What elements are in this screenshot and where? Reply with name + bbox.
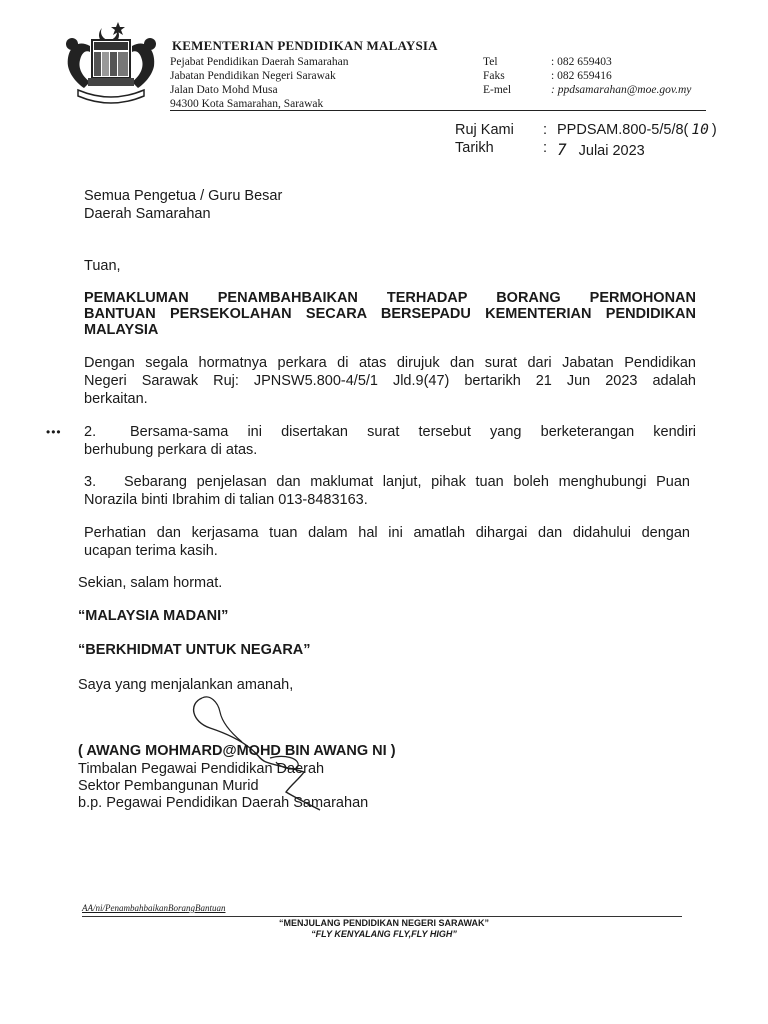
contact-value: : 082 659403 xyxy=(551,56,612,68)
contact-label: Tel xyxy=(483,56,498,68)
contact-email xyxy=(483,83,723,97)
paragraph-line: Perhatian dan kerjasama tuan dalam hal ini amatlah dihargai dan didahului dengan xyxy=(84,525,690,541)
contact-value: : 082 659416 xyxy=(551,70,612,82)
ref-colon: : xyxy=(543,122,548,138)
ref-handwritten-number: 10 xyxy=(691,122,709,138)
address-line: Pejabat Pendidikan Daerah Samarahan xyxy=(170,56,349,68)
paragraph-line: ucapan terima kasih. xyxy=(84,543,218,559)
address-line: Jalan Dato Mohd Musa xyxy=(170,84,278,96)
trust-line: Saya yang menjalankan amanah, xyxy=(78,677,294,693)
paragraph-line: berkaitan. xyxy=(84,391,148,407)
date-value xyxy=(557,140,645,159)
signatory-name: ( AWANG MOHMARD@MOHD BIN AWANG NI ) xyxy=(78,743,396,759)
subject-line: MALAYSIA xyxy=(84,322,159,338)
ref-label: Ruj Kami xyxy=(455,122,514,138)
contact-label: E-mel xyxy=(483,84,512,96)
contact-tel xyxy=(483,55,723,69)
paragraph-line: Dengan segala hormatnya perkara di atas dirujuk dan surat dari Jabatan Pendidikan xyxy=(84,355,696,371)
motto-malaysia-madani: “MALAYSIA MADANI” xyxy=(78,608,229,624)
subject-line: PEMAKLUMAN PENAMBAHBAIKAN TERHADAP BORANG PERMOHONAN xyxy=(84,290,696,306)
margin-mark: ••• xyxy=(46,425,62,439)
signatory-title: Sektor Pembangunan Murid xyxy=(78,778,259,794)
paragraph-line: Negeri Sarawak Ruj: JPNSW5.800-4/5/1 Jld.9(47) bertarikh 21 Jun 2023 adalah xyxy=(84,373,696,389)
ref-date xyxy=(455,140,755,158)
signatory-title: b.p. Pegawai Pendidikan Daerah Samarahan xyxy=(78,795,369,811)
ref-value xyxy=(557,122,717,138)
ref-close: ) xyxy=(711,122,717,138)
footer-motto: “MENJULANG PENDIDIKAN NEGERI SARAWAK” xyxy=(278,918,489,928)
paragraph-line: Norazila binti Ibrahim di talian 013-8483163. xyxy=(84,492,368,508)
paragraph-line: berhubung perkara di atas. xyxy=(84,442,258,458)
contact-value: : ppdsamarahan@moe.gov.my xyxy=(551,84,692,96)
date-colon: : xyxy=(543,140,548,156)
paragraph-number: 3. xyxy=(84,474,97,490)
paragraph-number: 2. xyxy=(84,424,97,440)
ref-ruj xyxy=(455,122,755,140)
file-reference: AA/ni/PenambahbaikanBorangBantuan xyxy=(82,903,226,913)
paragraph-line: Sebarang penjelasan dan maklumat lanjut, pihak tuan boleh menghubungi Puan xyxy=(124,474,690,490)
paragraph-line: Bersama-sama ini disertakan surat tersebut yang berketerangan kendiri xyxy=(130,424,696,440)
address-line: 94300 Kota Samarahan, Sarawak xyxy=(170,98,324,110)
closing-line: Sekian, salam hormat. xyxy=(78,575,223,591)
motto-berkhidmat: “BERKHIDMAT UNTUK NEGARA” xyxy=(78,642,311,658)
footer-motto: “FLY KENYALANG FLY,FLY HIGH” xyxy=(311,929,457,939)
ministry-title: KEMENTERIAN PENDIDIKAN MALAYSIA xyxy=(172,38,438,53)
signatory-title: Timbalan Pegawai Pendidikan Daerah xyxy=(78,761,325,777)
recipient-line: Semua Pengetua / Guru Besar xyxy=(84,188,283,204)
date-month-year: Julai 2023 xyxy=(578,143,645,159)
malaysia-coat-of-arms-icon xyxy=(58,18,164,108)
salutation: Tuan, xyxy=(84,258,121,274)
recipient-line: Daerah Samarahan xyxy=(84,206,211,222)
date-label: Tarikh xyxy=(455,140,494,156)
ref-number: PPDSAM.800-5/5/8( xyxy=(557,122,689,138)
contact-fax xyxy=(483,69,723,83)
address-line: Jabatan Pendidikan Negeri Sarawak xyxy=(170,70,336,82)
contact-label: Faks xyxy=(483,70,505,82)
letterhead-divider xyxy=(170,110,706,111)
date-day-handwritten: 7 xyxy=(557,140,567,159)
subject-line: BANTUAN PERSEKOLAHAN SECARA BERSEPADU KEMENTERIAN PENDIDIKAN xyxy=(84,306,696,322)
footer-divider xyxy=(82,916,682,917)
